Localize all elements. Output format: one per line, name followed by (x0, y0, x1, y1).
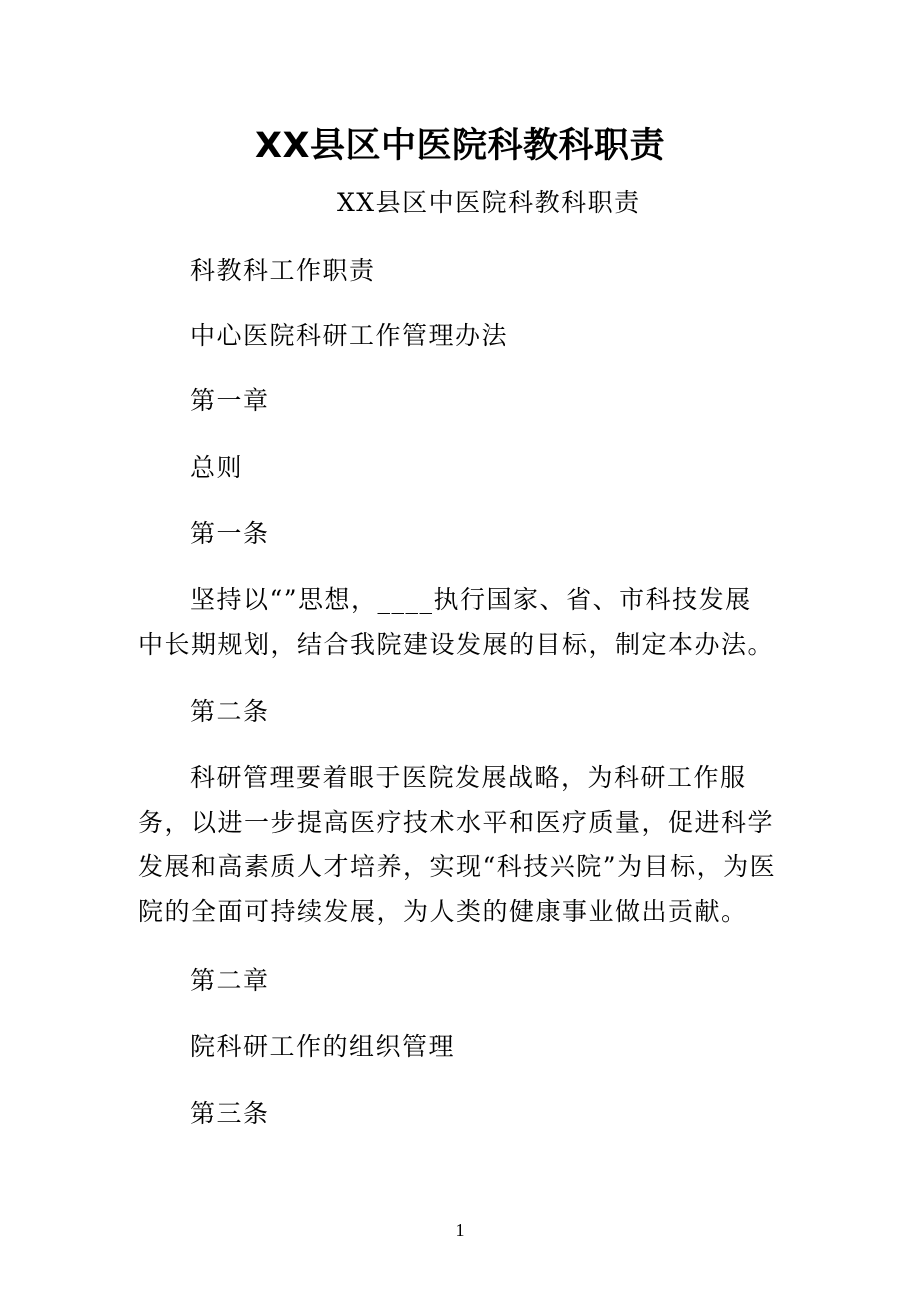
page-number: 1 (455, 1220, 465, 1240)
line-management-measures: 中心医院科研工作管理办法 (190, 321, 509, 350)
article-2-heading: 第二条 (190, 697, 270, 726)
article-1-heading: 第一条 (190, 519, 270, 548)
article-1-paragraph: 坚持以“”思想，____执行国家、省、市科技发展中长期规划，结合我院建设发展的目标，制定本办法。 (138, 585, 775, 659)
organization-management-heading: 院科研工作的组织管理 (190, 1032, 456, 1061)
article-3-heading: 第三条 (190, 1099, 270, 1128)
chapter-2-heading: 第二章 (190, 966, 270, 995)
general-provisions-heading: 总则 (190, 453, 244, 482)
article-2-paragraph: 科研管理要着眼于医院发展战略，为科研工作服务，以进一步提高医疗技术水平和医疗质量，促进科学发展和高素质人才培养，实现“科技兴院”为目标，为医院的全面可持续发展，为人类的健康事业做出贡献。 (138, 763, 777, 927)
document-subtitle: XX县区中医院科教科职责 (337, 188, 641, 217)
document-title: XX县区中医院科教科职责 (255, 126, 665, 166)
line-job-duties: 科教科工作职责 (190, 256, 376, 285)
chapter-1-heading: 第一章 (190, 386, 270, 415)
